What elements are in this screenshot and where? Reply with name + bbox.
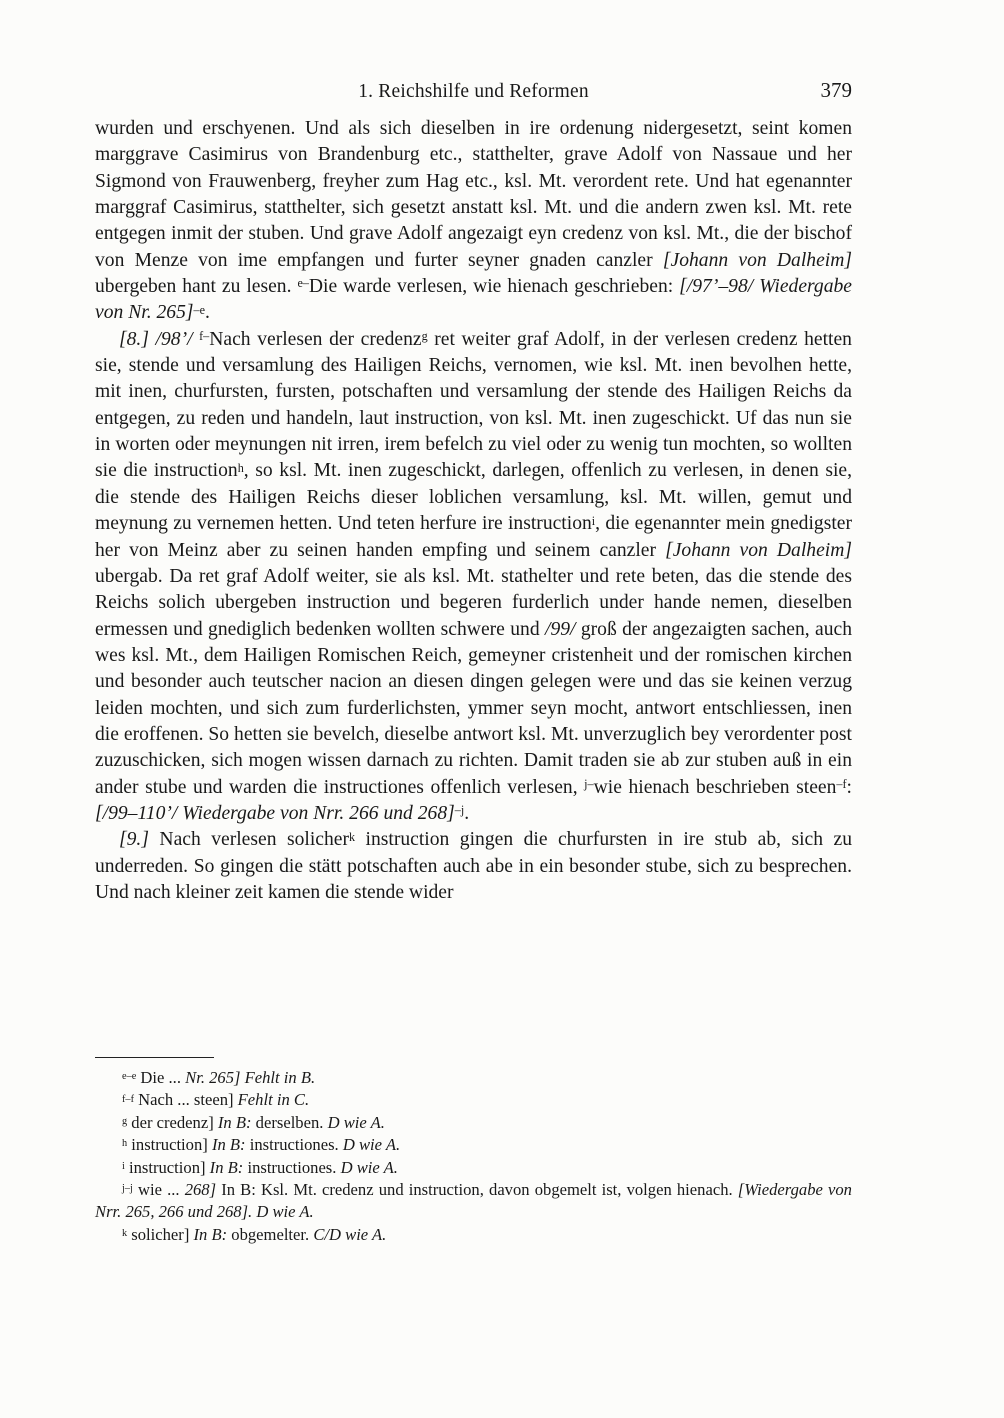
- main-text-block: [95, 116, 852, 906]
- text-run: D wie A.: [342, 1135, 401, 1155]
- text-run: Die warde verlesen, wie hienach geschrieben:: [308, 276, 680, 298]
- text-run: .: [205, 302, 210, 324]
- footnote-marker: e–e: [122, 1071, 137, 1083]
- footnote-marker: h: [122, 1138, 128, 1150]
- text-run: instruction]: [124, 1157, 210, 1177]
- footnote-marker: i: [591, 513, 596, 528]
- footnote-marker: j–j: [122, 1183, 133, 1195]
- text-run: /99/: [545, 618, 576, 640]
- text-run: obgemelter.: [227, 1224, 314, 1244]
- footnote-marker: –f: [836, 776, 847, 791]
- footnote-marker: k: [122, 1227, 128, 1239]
- text-run: instruction]: [127, 1135, 212, 1155]
- text-run: :: [846, 776, 852, 798]
- text-run: groß der angezaigten sachen, auch wes ksl. Mt., dem Hailigen Romischen Reich, gemeyner cristenheit und der romischen kirchen und besonder auch teutscher nacion an diesen dingen gelegen were und das sie keinen verzug leiden mochten, und sich zum furderlichsten, ymmer seyn mocht, antwort entschliessen, inen die eroffenen. So hetten sie bevelch, dieselbe antwort ksl. Mt. unverzuglich bey verordenter post zuzuschicken, sich mogen wissen darnach zu richten. Damit traden sie ab zur stuben auß in ein ander stube und warden die instructiones offenlich verlesen,: [95, 618, 853, 798]
- text-run: [Wiedergabe von Nrr. 265, 266 und 268]. D wie A.: [95, 1180, 852, 1222]
- page-number: 379: [820, 78, 852, 102]
- footnote-marker: f–f: [122, 1093, 134, 1105]
- footnote: [95, 1112, 852, 1134]
- text-run: ret weiter graf Adolf, in der verlesen credenz hetten sie, stende und versamlung des Hailigen Reichs, vernomen, wie ksl. Mt. inen bevolhen hette, mit inen, churfursten, fursten, potschaften und versamlung der stende des Hailigen Reichs da entgegen, zu reden und handeln, laut instruction, von ksl. Mt. inen zugeschickt. Uf das nun sie in worten oder meynungen nit irren, irem befelch zu viel oder zu wenig tun mochten, so wollten sie die instruction: [95, 328, 852, 482]
- text-run: [8.] /98’/: [119, 328, 200, 350]
- text-run: instructiones.: [243, 1157, 341, 1177]
- text-run: In B:: [211, 1135, 246, 1155]
- footnote-marker: g: [122, 1115, 128, 1127]
- critical-apparatus-footnotes: [95, 1067, 852, 1246]
- footnote-marker: k: [348, 829, 356, 844]
- text-run: C/D wie A.: [313, 1224, 387, 1244]
- text-run: In B: Ksl. Mt. credenz und instruction, davon obgemelt ist, volgen hienach.: [216, 1180, 738, 1200]
- footnote-marker: e–: [297, 276, 309, 291]
- text-run: Nr. 265] Fehlt in B.: [185, 1068, 316, 1087]
- text-run: In B:: [209, 1157, 244, 1177]
- text-run: 268]: [184, 1180, 217, 1200]
- footnote-marker: –j: [454, 803, 465, 818]
- footnote-marker: f–: [199, 329, 210, 344]
- text-run: In B:: [193, 1224, 228, 1244]
- text-run: Fehlt in C.: [237, 1090, 310, 1110]
- text-run: .: [464, 802, 470, 824]
- paragraph: [95, 327, 852, 828]
- footnote: [95, 1224, 852, 1246]
- text-run: [Johann von Dalheim]: [665, 539, 853, 561]
- running-title: 1. Reichshilfe und Reformen: [358, 81, 589, 102]
- footnote-marker: h: [237, 460, 244, 475]
- footnote: [95, 1157, 852, 1179]
- text-run: In B:: [217, 1112, 252, 1132]
- page-header: [95, 80, 852, 104]
- text-run: , so ksl. Mt. inen zugeschickt, darlegen, offenlich zu verlesen, in denen sie, die stende des Hailigen Reichs dieser loblichen versamlung, ksl. Mt. willen, gemut und meynung zu vernemen hetten. Und teten herfure ire instruction: [95, 460, 853, 535]
- text-run: ubergeben hant zu lesen.: [95, 276, 298, 298]
- footnote: [95, 1067, 852, 1089]
- footnote-marker: –e: [193, 302, 205, 317]
- text-run: Nach verlesen der credenz: [209, 328, 422, 350]
- text-run: Nach verlesen solicher: [148, 829, 349, 851]
- text-run: [/97’–98/ Wiedergabe von Nr. 265]: [95, 276, 853, 324]
- text-run: wie hienach beschrieben steen: [593, 776, 837, 798]
- text-run: Die ...: [136, 1068, 186, 1087]
- text-run: solicher]: [127, 1224, 194, 1244]
- text-run: , die egenannter mein gnedigster her von Meinz aber zu seinen handen empfing und seinem canzler: [95, 513, 852, 561]
- footnote-marker: g: [421, 329, 428, 344]
- footnote-marker: i: [122, 1160, 125, 1172]
- footnote: [95, 1089, 852, 1111]
- text-run: [9.]: [119, 829, 149, 851]
- text-run: instructiones.: [245, 1135, 343, 1155]
- text-run: Nach ... steen]: [134, 1090, 238, 1110]
- paragraph: [95, 827, 852, 906]
- text-run: ubergab. Da ret graf Adolf weiter, sie als ksl. Mt. stathelter und rete beten, das die stende des Reichs solich ubergeben instruction und begeren furderlich under hande nemen, dieselben ermessen und gnediglich bedenken wollten schwere und: [95, 565, 852, 640]
- text-run: wie ...: [132, 1180, 185, 1200]
- footnote-marker: j–: [584, 776, 594, 791]
- text-run: derselben.: [251, 1112, 328, 1132]
- footnote: [95, 1134, 852, 1156]
- paragraph: [95, 116, 852, 327]
- text-run: der credenz]: [127, 1112, 218, 1132]
- footnote-separator-rule: [95, 1057, 214, 1058]
- text-run: D wie A.: [327, 1112, 385, 1132]
- text-run: [Johann von Dalheim]: [662, 249, 853, 271]
- text-run: instruction gingen die churfursten in ire stub ab, sich zu underreden. So gingen die stätt potschaften auch abe in ein besonder stube, sich zu besprechen. Und nach kleiner zeit kamen die stende wider: [95, 829, 852, 903]
- text-run: [/99–110’/ Wiedergabe von Nrr. 266 und 268]: [95, 802, 455, 824]
- footnote: [95, 1179, 852, 1224]
- text-run: wurden und erschyenen. Und als sich dieselben in ire ordenung nidergesetzt, seint komen marggrave Casimirus von Brandenburg etc., statthelter, grave Adolf von Nassaue und her Sigmond von Frauwenberg, freyher zum Hag etc., ksl. Mt. verordent rete. Und hat egenannter marggraf Casimirus, statthelter, sich gesetzt anstatt ksl. Mt. und die andern zwen ksl. Mt. rete entgegen inmit der stuben. Und grave Adolf angezaigt eyn credenz von ksl. Mt., die der bischof von Menze von ime empfangen und furter seyner gnaden canzler: [95, 118, 852, 271]
- text-run: D wie A.: [340, 1157, 398, 1177]
